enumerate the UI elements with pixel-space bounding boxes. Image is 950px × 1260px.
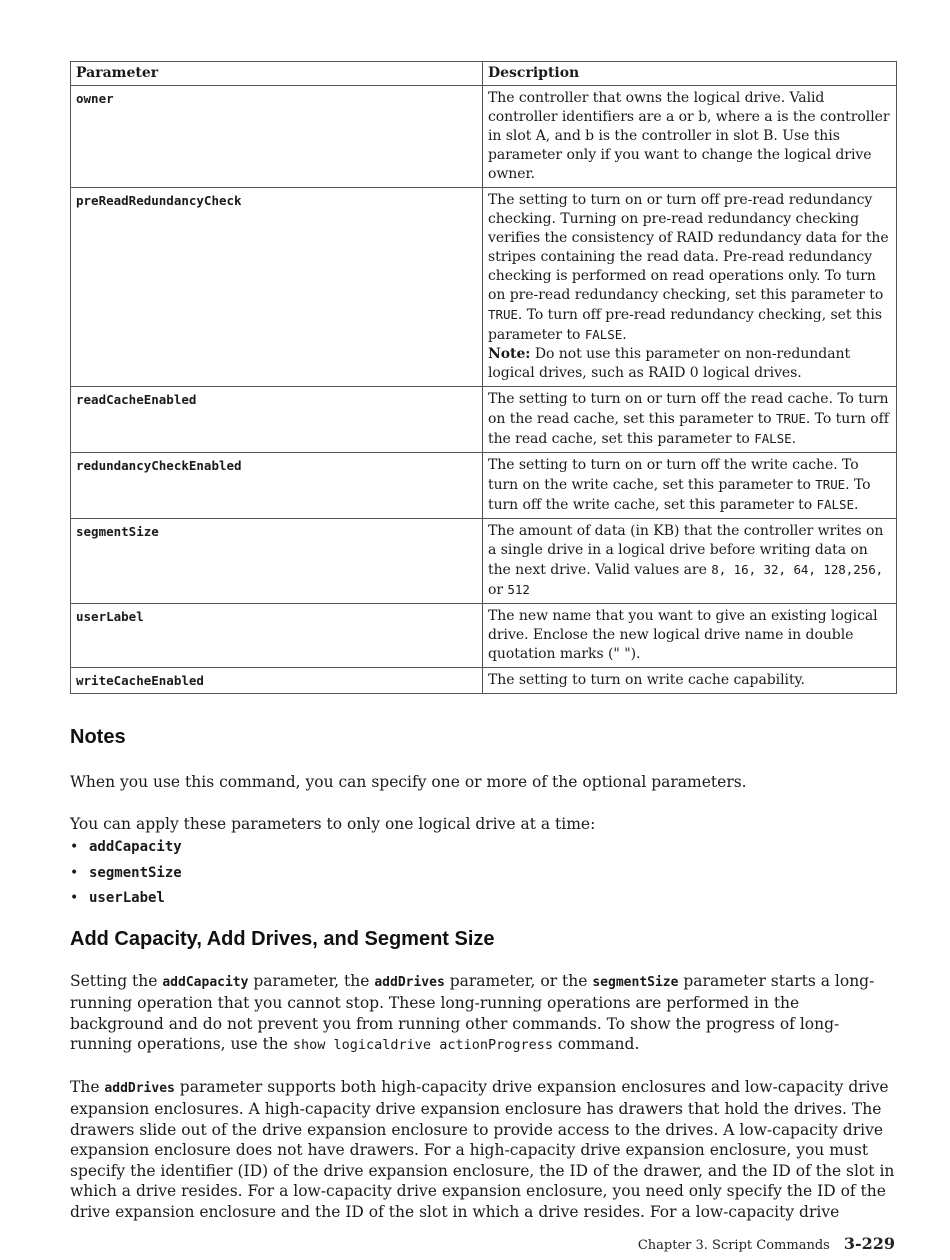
param-description: The new name that you want to give an existing logical drive. Enclose the new logical drive name in double quotation marks (" "). xyxy=(483,604,897,668)
code-value: FALSE xyxy=(816,497,854,512)
bullet-icon: • xyxy=(70,839,79,855)
notes-paragraph: When you use this command, you can specify one or more of the optional parameters. xyxy=(70,773,747,791)
list-item xyxy=(70,886,896,912)
param-name: readCacheEnabled xyxy=(71,387,483,453)
param-description xyxy=(483,519,897,604)
paragraph-text: The xyxy=(70,1077,105,1096)
code-term: addDrives xyxy=(374,974,445,990)
param-name: preReadRedundancyCheck xyxy=(71,188,483,387)
paragraph-text: parameter supports both high-capacity drive expansion enclosures and low-capacity drive expansion enclosures. A high-capacity drive expansion enclosure has drawers that hold the drives. The drawers slide out of the drive expansion enclosure to provide access to the drives. A low-capacity drive expansion enclosure does not have drawers. For a high-capacity drive expansion enclosure, you must specify the identifier (ID) of the drive expansion enclosure, the ID of the drawer, and the ID of the slot in which a drive resides. For a low-capacity drive expansion enclosure, you need only specify the ID of the drive expansion enclosure and the ID of the slot in which a drive resides. For a low-capacity drive xyxy=(70,1077,895,1221)
description-text: The setting to turn on or turn off the read cache. To turn on the read cache, set this parameter to xyxy=(488,391,889,427)
description-text: . xyxy=(622,327,627,343)
code-term: addCapacity xyxy=(162,974,249,990)
table-header-row xyxy=(71,62,897,86)
description-text: The amount of data (in KB) that the controller writes on a single drive in a logical drive before writing data on the next drive. Valid values are xyxy=(488,523,884,578)
description-text: . To turn off pre-read redundancy checking, set this parameter to xyxy=(488,307,882,343)
notes-heading: Notes xyxy=(70,726,126,748)
code-value: TRUE xyxy=(488,307,518,322)
document-page xyxy=(70,61,896,1222)
list-item-label: userLabel xyxy=(89,890,165,906)
description-text: . To turn off the write cache, set this parameter to xyxy=(488,477,871,513)
table-row xyxy=(71,668,897,694)
list-item-label: addCapacity xyxy=(89,839,182,855)
table-row xyxy=(71,86,897,188)
column-header-parameter: Parameter xyxy=(71,62,483,86)
param-description: The setting to turn on write cache capability. xyxy=(483,668,897,694)
param-description: The controller that owns the logical drive. Valid controller identifiers are a or b, where a is the controller in slot A, and b is the controller in slot B. Use this parameter only if you want to change the logical drive owner. xyxy=(483,86,897,188)
column-header-description: Description xyxy=(483,62,897,86)
note-label: Note: xyxy=(488,346,531,362)
paragraph-text: command. xyxy=(552,1035,640,1053)
code-value: 8, 16, 32, 64, 128,256, xyxy=(711,562,884,577)
description-text: The setting to turn on or turn off pre-read redundancy checking. Turning on pre-read redundancy checking verifies the consistency of RAID redundancy data for the stripes containing the read data. Pre-read redundancy checking is performed on read operations only. To turn on pre-read redundancy checking, set this parameter to xyxy=(488,192,889,303)
code-value: FALSE xyxy=(584,327,623,342)
description-text: . To turn off the read cache, set this parameter to xyxy=(488,411,889,447)
param-description xyxy=(483,387,897,453)
bullet-icon: • xyxy=(70,890,79,906)
chapter-title: Chapter 3. Script Commands xyxy=(637,1238,830,1253)
description-text: . xyxy=(791,431,797,447)
list-item xyxy=(70,835,896,861)
note-text: Do not use this parameter on non-redundant logical drives, such as RAID 0 logical drives. xyxy=(488,346,851,381)
command-text: show logicaldrive actionProgress xyxy=(292,1037,553,1053)
code-value: FALSE xyxy=(754,431,792,446)
description-text: . xyxy=(853,497,859,513)
page-number: 3-229 xyxy=(843,1234,895,1253)
param-description xyxy=(483,188,897,387)
param-name: writeCacheEnabled xyxy=(71,668,483,694)
section-paragraph xyxy=(70,1077,896,1223)
param-name: owner xyxy=(71,86,483,188)
page-footer xyxy=(638,1234,895,1253)
list-item xyxy=(70,861,896,887)
notes-paragraph: You can apply these parameters to only one logical drive at a time: xyxy=(70,814,596,833)
code-value: 512 xyxy=(507,582,530,597)
param-name: userLabel xyxy=(71,604,483,668)
param-name: redundancyCheckEnabled xyxy=(71,453,483,519)
paragraph-text: parameter, or the xyxy=(444,971,593,990)
parameter-table xyxy=(70,61,897,694)
table-row xyxy=(71,604,897,668)
description-text: The setting to turn on or turn off the write cache. To turn on the write cache, set this parameter to xyxy=(488,457,859,493)
bullet-icon: • xyxy=(70,864,79,881)
list-item-label: segmentSize xyxy=(89,864,182,881)
table-row xyxy=(71,188,897,387)
section-paragraph xyxy=(70,971,896,1056)
code-term: segmentSize xyxy=(592,974,679,990)
param-description xyxy=(483,453,897,519)
parameter-list xyxy=(70,835,896,912)
table-row xyxy=(71,453,897,519)
paragraph-text: parameter starts a long-running operation that you cannot stop. These long-running operations are performed in the background and do not prevent you from running other commands. To show the progress of long-running operations, use the xyxy=(70,971,875,1053)
code-value: TRUE xyxy=(815,477,846,492)
paragraph-text: parameter, the xyxy=(248,971,375,990)
table-row xyxy=(71,519,897,604)
paragraph-text: Setting the xyxy=(70,971,163,990)
code-term: addDrives xyxy=(104,1080,175,1096)
code-value: TRUE xyxy=(775,411,806,426)
description-text: or xyxy=(488,582,508,598)
param-name: segmentSize xyxy=(71,519,483,604)
table-row xyxy=(71,387,897,453)
section-heading: Add Capacity, Add Drives, and Segment Size xyxy=(70,927,495,950)
